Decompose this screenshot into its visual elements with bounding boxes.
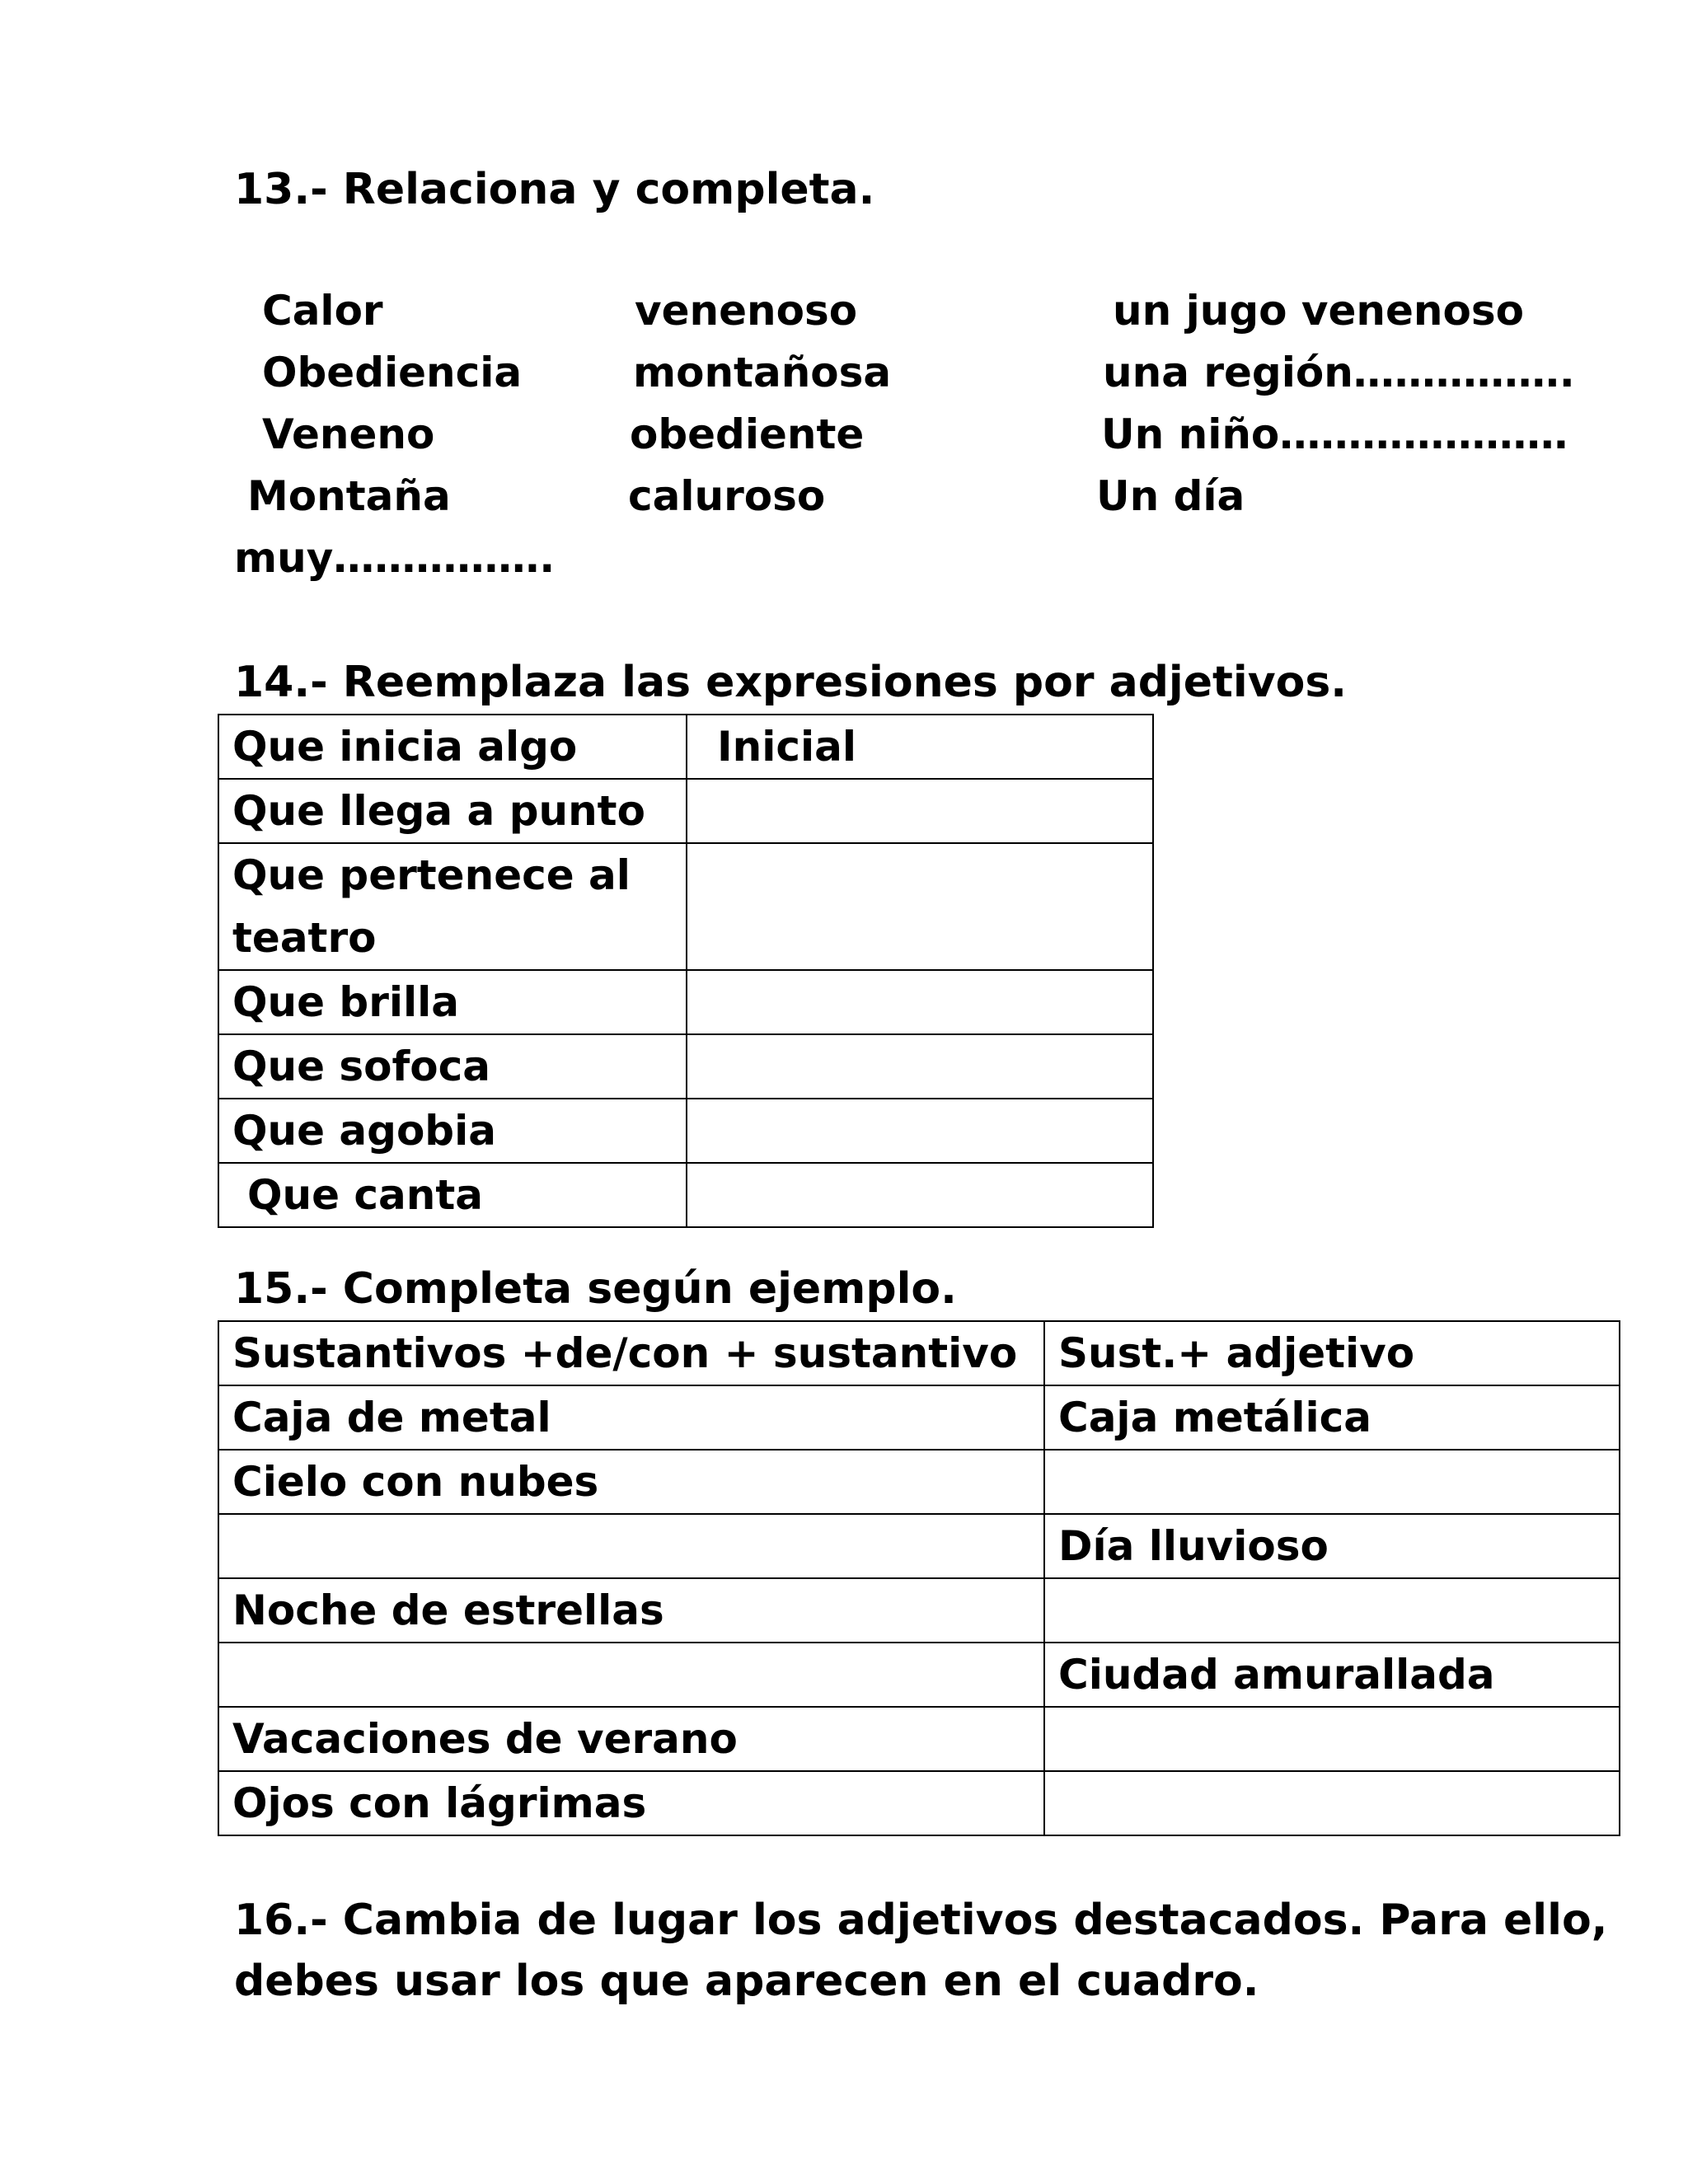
ex13-phrase-4-continuation: muy…………….	[234, 534, 556, 582]
ex15-noun-phrase-cell: Vacaciones de verano	[218, 1707, 1044, 1771]
exercise-15-title: 15.- Completa según ejemplo.	[234, 1264, 957, 1314]
table-row	[218, 1514, 1620, 1578]
table-header-row	[218, 1321, 1620, 1385]
ex14-answer-cell[interactable]	[687, 1163, 1153, 1227]
ex14-expression-cell: Que agobia	[218, 1099, 687, 1163]
ex14-expression-cell: Que inicia algo	[218, 715, 687, 779]
ex14-answer-cell[interactable]: Inicial	[687, 715, 1153, 779]
table-row	[218, 970, 1153, 1034]
table-row	[218, 1771, 1620, 1835]
ex15-noun-phrase-cell: Cielo con nubes	[218, 1450, 1044, 1514]
ex15-table	[218, 1320, 1620, 1836]
ex14-expression-cell: Que pertenece al teatro	[218, 843, 687, 970]
ex15-adjective-phrase-cell[interactable]	[1044, 1578, 1620, 1643]
ex13-noun-4: Montaña	[247, 472, 451, 520]
ex13-phrase-1: un jugo venenoso	[1113, 287, 1524, 335]
ex13-phrase-4: Un día	[1096, 472, 1245, 520]
table-row	[218, 843, 1153, 970]
ex13-adjective-1: venenoso	[635, 287, 858, 335]
ex14-expression-cell: Que brilla	[218, 970, 687, 1034]
ex13-noun-3: Veneno	[262, 410, 435, 458]
ex15-noun-phrase-cell: Ojos con lágrimas	[218, 1771, 1044, 1835]
ex13-noun-1: Calor	[262, 287, 383, 335]
ex13-adjective-2: montañosa	[633, 349, 892, 396]
ex13-adjective-4: caluroso	[628, 472, 826, 520]
ex15-adjective-phrase-cell: Día lluvioso	[1044, 1514, 1620, 1578]
ex15-header-cell: Sust.+ adjetivo	[1044, 1321, 1620, 1385]
exercise-16-title-line-1: 16.- Cambia de lugar los adjetivos destacados. Para ello,	[234, 1896, 1608, 1945]
ex14-table	[218, 714, 1154, 1228]
exercise-16-title-line-2: debes usar los que aparecen en el cuadro.	[234, 1957, 1259, 2006]
table-row	[218, 1707, 1620, 1771]
ex15-adjective-phrase-cell[interactable]	[1044, 1450, 1620, 1514]
table-row	[218, 1450, 1620, 1514]
ex15-adjective-phrase-cell: Ciudad amurallada	[1044, 1643, 1620, 1707]
ex15-adjective-phrase-cell: Caja metálica	[1044, 1385, 1620, 1450]
table-row	[218, 779, 1153, 843]
ex15-adjective-phrase-cell[interactable]	[1044, 1707, 1620, 1771]
ex15-adjective-phrase-cell[interactable]	[1044, 1771, 1620, 1835]
table-row	[218, 715, 1153, 779]
table-row	[218, 1163, 1153, 1227]
ex15-noun-phrase-cell[interactable]	[218, 1514, 1044, 1578]
exercise-13-title: 13.- Relaciona y completa.	[234, 165, 875, 214]
ex14-answer-cell[interactable]	[687, 843, 1153, 970]
ex15-header-cell: Sustantivos +de/con + sustantivo	[218, 1321, 1044, 1385]
table-row	[218, 1643, 1620, 1707]
ex14-answer-cell[interactable]	[687, 1099, 1153, 1163]
ex13-noun-2: Obediencia	[262, 349, 523, 396]
ex14-expression-cell: Que sofoca	[218, 1034, 687, 1099]
ex15-noun-phrase-cell: Caja de metal	[218, 1385, 1044, 1450]
ex14-answer-cell[interactable]	[687, 779, 1153, 843]
ex14-answer-cell[interactable]	[687, 1034, 1153, 1099]
ex14-expression-cell: Que canta	[218, 1163, 687, 1227]
ex13-adjective-3: obediente	[630, 410, 865, 458]
ex15-noun-phrase-cell[interactable]	[218, 1643, 1044, 1707]
ex13-phrase-2: una región…………….	[1103, 349, 1575, 396]
table-row	[218, 1099, 1153, 1163]
ex15-noun-phrase-cell: Noche de estrellas	[218, 1578, 1044, 1643]
table-row	[218, 1034, 1153, 1099]
table-row	[218, 1578, 1620, 1643]
ex14-expression-cell: Que llega a punto	[218, 779, 687, 843]
ex13-phrase-3: Un niño…………………	[1101, 410, 1568, 458]
table-row	[218, 1385, 1620, 1450]
exercise-14-title: 14.- Reemplaza las expresiones por adjetivos.	[234, 658, 1348, 707]
ex14-answer-cell[interactable]	[687, 970, 1153, 1034]
